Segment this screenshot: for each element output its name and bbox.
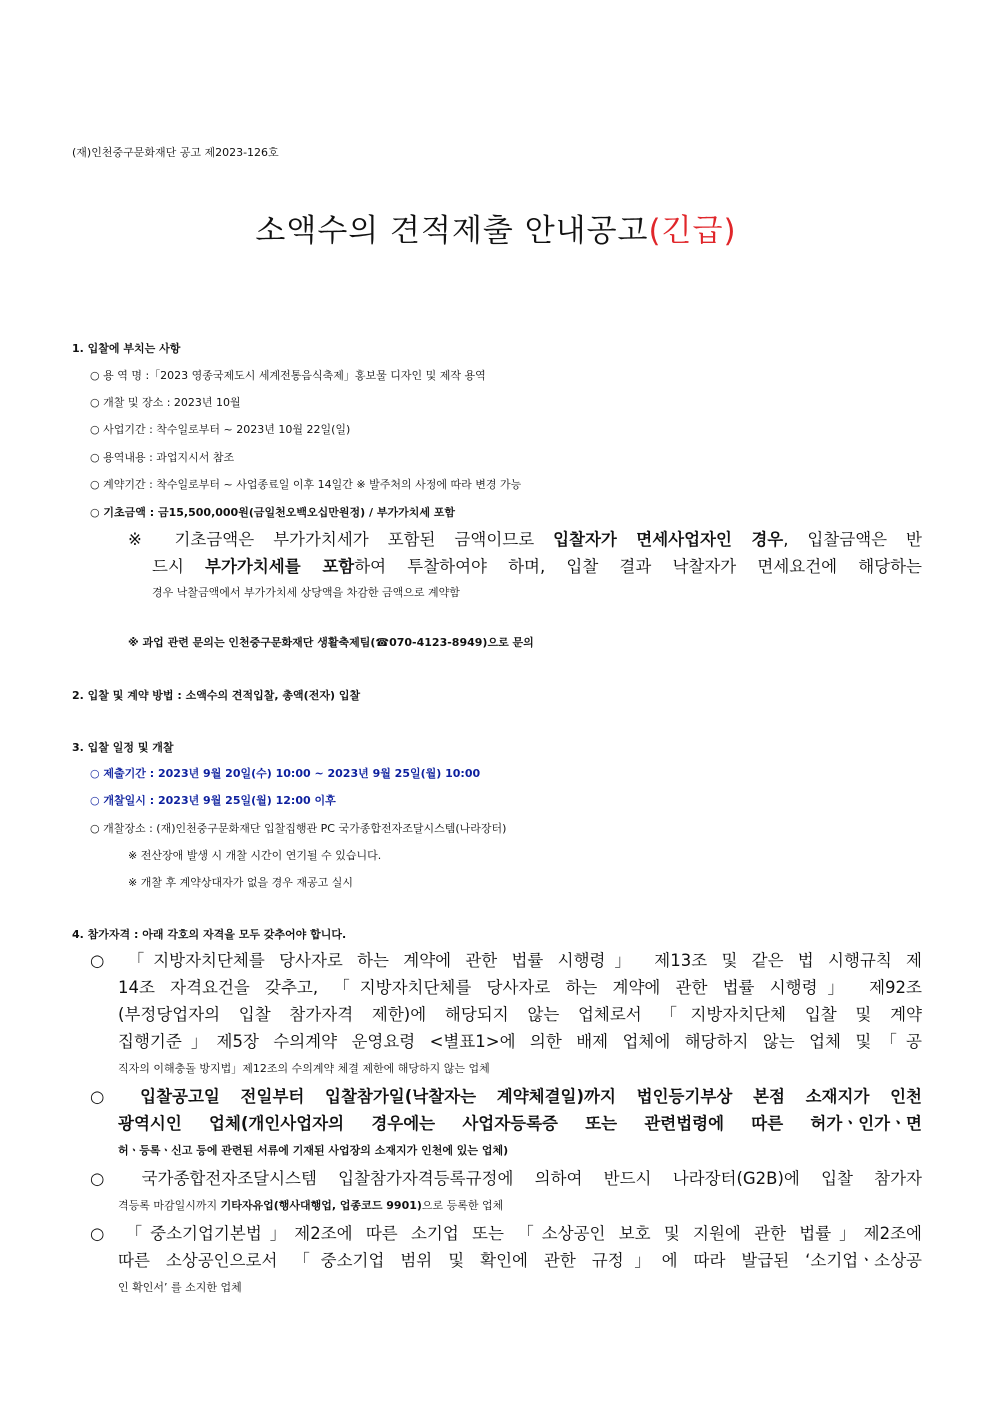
qualification-1-line-4: 집행기준」제5장 수의계약 운영요령 <별표1>에 의한 배제 업체에 해당하지 않는 업체 및「공 (118, 1032, 922, 1051)
qualification-3-text: 격등록 마감일시까지 (118, 1199, 221, 1212)
section-1-heading: 1. 입찰에 부치는 사항 (72, 342, 181, 355)
service-name: ○ 용 역 명 :「2023 영종국제도시 세계전통음식축제」홍보물 디자인 및 제작 용역 (90, 369, 486, 382)
inquiry-note: ※ 과업 관련 문의는 인천중구문화재단 생활축제팀(☎070-4123-8949)으로 문의 (128, 636, 534, 649)
contract-period: ○ 계약기간 : 착수일로부터 ~ 사업종료일 이후 14일간 ※ 발주처의 사정에 따라 변경 가능 (90, 478, 522, 491)
qualification-4-line-3: 인 확인서’ 를 소지한 업체 (118, 1281, 242, 1294)
qualification-3-line-2 (118, 1193, 992, 1219)
section-3-heading: 3. 입찰 일정 및 개찰 (72, 741, 174, 754)
qualification-3-line-1: ○ 국가종합전자조달시스템 입찰참가자격등록규정에 의하여 반드시 나라장터(G2B)에 입찰 참가자 (90, 1169, 922, 1188)
qualification-1-line-1: ○ 「지방자치단체를 당사자로 하는 계약에 관한 법률 시행령」 제13조 및 같은 법 시행규칙 제 (90, 951, 922, 970)
section-2-heading: 2. 입찰 및 계약 방법 : 소액수의 견적입찰, 총액(전자) 입찰 (72, 689, 361, 702)
submission-period: ○ 제출기간 : 2023년 9월 20일(수) 10:00 ~ 2023년 9월 25일(월) 10:00 (90, 767, 481, 780)
qualification-1-line-2: 14조 자격요건을 갖추고, 「지방자치단체를 당사자로 하는 계약에 관한 법률 시행령」 제92조 (118, 978, 922, 997)
notice-title (0, 206, 992, 256)
qualification-2-line-2: 광역시인 업체(개인사업자의 경우에는 사업자등록증 또는 관련법령에 따른 허가ㆍ인가ㆍ면 (118, 1114, 922, 1133)
qualification-4-line-2: 따른 소상공인으로서 「중소기업 범위 및 확인에 관한 규정」에 따라 발급된 ‘소기업ㆍ소상공 (118, 1251, 922, 1270)
opening-location: ○ 개찰장소 : (재)인천중구문화재단 입찰집행관 PC 국가종합전자조달시스템(나라장터) (90, 822, 507, 835)
qualification-1-line-3: (부정당업자의 입찰 참가자격 제한)에 해당되지 않는 업체로서 「지방자치단체 입찰 및 계약 (118, 1005, 922, 1024)
re-notice-note: ※ 개찰 후 계약상대자가 없을 경우 재공고 실시 (128, 876, 353, 889)
vat-note-text: 드시 (152, 557, 206, 576)
vat-note-line-3: 경우 낙찰금액에서 부가가치세 상당액을 차감한 금액으로 계약함 (152, 586, 460, 599)
vat-note-line-1 (128, 527, 922, 553)
vat-note-text: , 입찰금액은 반 (783, 530, 922, 549)
qualification-1-line-5: 직자의 이해충돌 방지법」제12조의 수의계약 체결 제한에 해당하지 않는 업체 (118, 1062, 490, 1075)
base-amount: ○ 기초금액 : 금15,500,000원(금일천오백오십만원정) / 부가가치세 포함 (90, 506, 456, 519)
project-period: ○ 사업기간 : 착수일로부터 ~ 2023년 10월 22일(일) (90, 423, 351, 436)
qualification-3-emphasis: 기타자유업(행사대행업, 업종코드 9901) (220, 1199, 422, 1212)
vat-note-emphasis: 부가가치세를 포함 (205, 557, 355, 576)
vat-note-emphasis: 입찰자가 면세사업자인 경우 (553, 530, 784, 549)
title-main: 소액수의 견적제출 안내공고 (255, 213, 649, 249)
section-4-heading: 4. 참가자격 : 아래 각호의 자격을 모두 갖추어야 합니다. (72, 928, 347, 941)
qualification-3-text: 으로 등록한 업체 (421, 1199, 504, 1212)
opening-datetime: ○ 개찰일시 : 2023년 9월 25일(월) 12:00 이후 (90, 794, 336, 807)
vat-note-text: ※ 기초금액은 부가가치세가 포함된 금액이므로 (128, 530, 554, 549)
service-content: ○ 용역내용 : 과업지시서 참조 (90, 451, 235, 464)
qualification-4-line-1: ○ 「중소기업기본법」제2조에 따른 소기업 또는 「소상공인 보호 및 지원에 관한 법률」제2조에 (90, 1224, 922, 1243)
opening-place: ○ 개찰 및 장소 : 2023년 10월 (90, 396, 241, 409)
vat-note-line-2 (152, 554, 922, 580)
qualification-2-line-3: 허ㆍ등록ㆍ신고 등에 관련된 서류에 기재된 사업장의 소재지가 인천에 있는 업체) (118, 1144, 509, 1157)
system-failure-note: ※ 전산장애 발생 시 개찰 시간이 연기될 수 있습니다. (128, 849, 382, 862)
qualification-2-line-1: ○ 입찰공고일 전일부터 입찰참가일(낙찰자는 계약체결일)까지 법인등기부상 본점 소재지가 인천 (90, 1087, 922, 1106)
notice-number: (재)인천중구문화재단 공고 제2023-126호 (72, 146, 279, 159)
title-urgent-badge: (긴급) (648, 213, 737, 249)
vat-note-text: 하여 투찰하여야 하며, 입찰 결과 낙찰자가 면세요건에 해당하는 (354, 557, 922, 576)
